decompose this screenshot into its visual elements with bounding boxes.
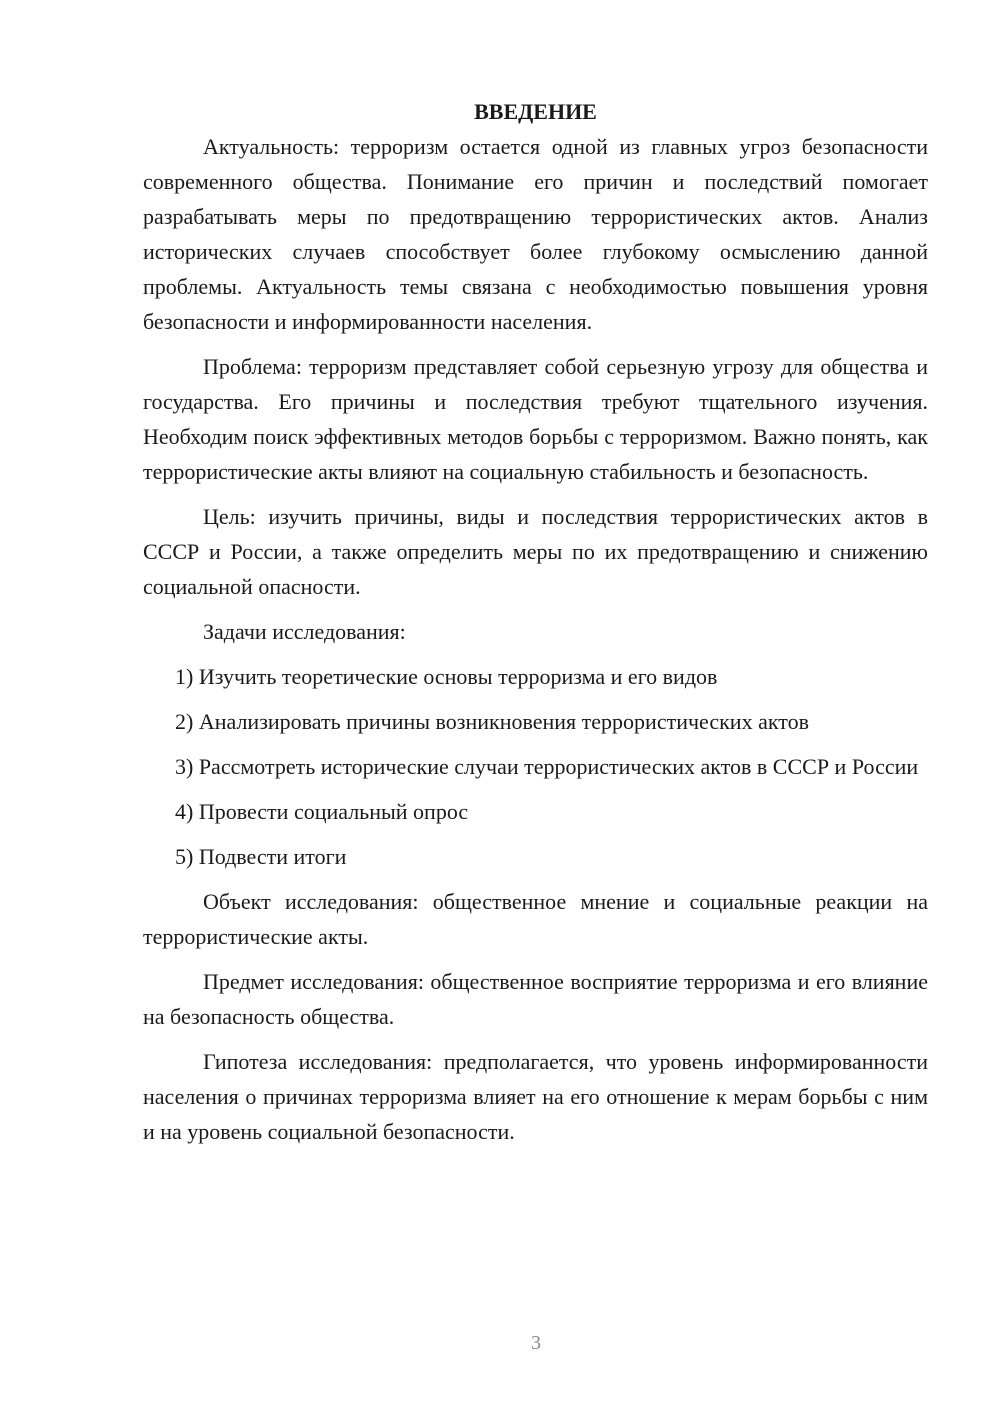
page-body xyxy=(143,94,928,1149)
task-item: 5) Подвести итоги xyxy=(175,844,347,869)
task-item: 3) Рассмотреть исторические случаи террористических актов в СССР и России xyxy=(175,754,919,779)
hypothesis-paragraph: Гипотеза исследования: предполагается, что уровень информированности населения о причинах терроризма влияет на его отношение к мерам борьбы с ним и на уровень социальной безопасности. xyxy=(143,1049,928,1144)
section-heading: ВВЕДЕНИЕ xyxy=(474,99,597,124)
task-item: 1) Изучить теоретические основы терроризма и его видов xyxy=(175,664,718,689)
subject-paragraph: Предмет исследования: общественное восприятие терроризма и его влияние на безопасность общества. xyxy=(143,969,928,1029)
goal-paragraph: Цель: изучить причины, виды и последствия террористических актов в СССР и России, а также определить меры по их предотвращению и снижению социальной опасности. xyxy=(143,504,928,599)
task-item: 4) Провести социальный опрос xyxy=(175,799,469,824)
tasks-label: Задачи исследования: xyxy=(203,619,406,644)
problem-paragraph: Проблема: терроризм представляет собой серьезную угрозу для общества и государства. Его причины и последствия требуют тщательного изучения. Необходим поиск эффективных методов борьбы с терроризмом. Важно понять, как террористические акты влияют на социальную стабильность и безопасность. xyxy=(143,354,928,484)
page-number: 3 xyxy=(531,1332,541,1354)
object-paragraph: Объект исследования: общественное мнение и социальные реакции на террористические акты. xyxy=(143,889,928,949)
task-item: 2) Анализировать причины возникновения террористических актов xyxy=(175,709,809,734)
relevance-paragraph: Актуальность: терроризм остается одной из главных угроз безопасности современного общества. Понимание его причин и последствий помогает разрабатывать меры по предотвращению террористических актов. Анализ исторических случаев способствует более глубокому осмыслению данной проблемы. Актуальность темы связана с необходимостью повышения уровня безопасности и информированности населения. xyxy=(143,134,928,334)
